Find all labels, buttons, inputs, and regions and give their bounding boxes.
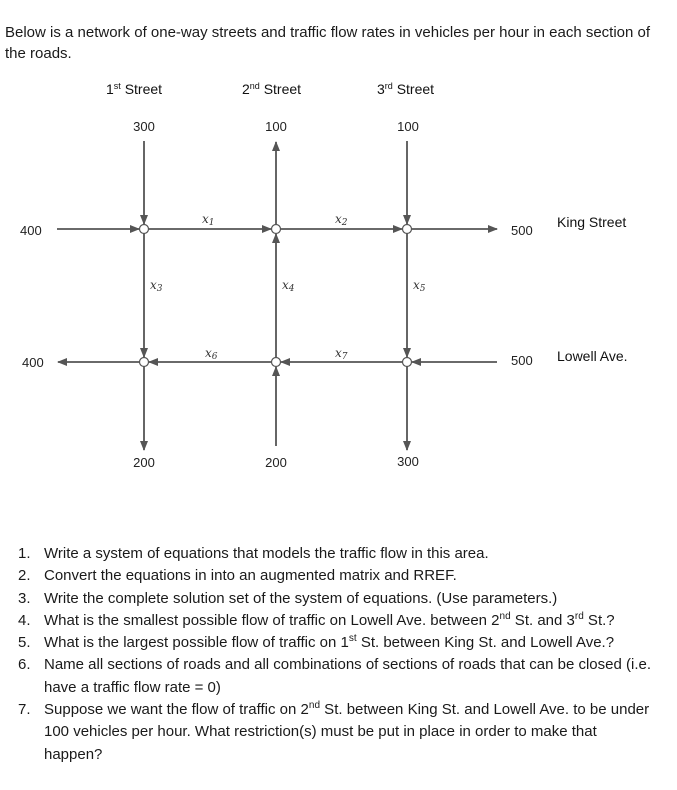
flow-1st-top: 300 xyxy=(133,119,155,134)
question-text: St.? xyxy=(583,611,615,629)
question-number: 3. xyxy=(18,589,31,607)
flow-lowell-right: 500 xyxy=(511,353,533,368)
question-text: What is the largest possible flow of traffic on 1 xyxy=(44,634,349,652)
question-item xyxy=(18,699,658,766)
question-number: 1. xyxy=(18,545,31,562)
flow-lowell-left: 400 xyxy=(22,355,44,370)
question-text: St. between King St. and Lowell Ave.? xyxy=(356,634,615,652)
node-2nd-lowell xyxy=(272,358,281,367)
question-item xyxy=(18,610,658,632)
question-text: St. between King St. and Lowell Ave. to be under 100 vehicles per hour. What restriction(s) must be put in place in order to make that happen? xyxy=(44,701,650,763)
node-1st-king xyxy=(140,225,149,234)
question-list xyxy=(18,543,658,766)
var-x2: x2 xyxy=(335,212,348,228)
flow-3rd-top: 100 xyxy=(397,119,419,134)
street-label-1st: 1st Street xyxy=(106,81,163,97)
question-text: Name all sections of roads and all combinations of sections of roads that can be closed (i.e. have a traffic flow rate = 0) xyxy=(44,656,651,696)
var-x3: x3 xyxy=(150,278,163,294)
question-item xyxy=(18,632,658,654)
ordinal-suffix: rd xyxy=(574,610,584,622)
question-item xyxy=(18,543,658,565)
ordinal-suffix: nd xyxy=(308,700,321,712)
question-item xyxy=(18,588,658,610)
flow-2nd-top: 100 xyxy=(265,119,287,134)
var-x7: x7 xyxy=(335,346,348,362)
flow-3rd-bottom: 300 xyxy=(397,454,419,469)
question-text: Write a system of equations that models the traffic flow in this area. xyxy=(44,545,489,562)
node-3rd-king xyxy=(403,225,412,234)
question-text: Write the complete solution set of the system of equations. (Use parameters.) xyxy=(44,589,558,607)
question-text: St. and 3 xyxy=(510,611,575,629)
flow-king-left: 400 xyxy=(20,223,42,238)
question-text: What is the smallest possible flow of traffic on Lowell Ave. between 2 xyxy=(44,611,500,629)
question-number: 4. xyxy=(18,611,31,629)
node-3rd-lowell xyxy=(403,358,412,367)
ordinal-suffix: nd xyxy=(499,610,511,622)
node-1st-lowell xyxy=(140,358,149,367)
question-number: 6. xyxy=(18,656,31,674)
question-number: 2. xyxy=(18,567,31,585)
street-label-lowell: Lowell Ave. xyxy=(557,348,628,364)
node-2nd-king xyxy=(272,225,281,234)
question-item xyxy=(18,565,658,587)
question-item xyxy=(18,654,658,699)
street-label-king: King Street xyxy=(557,214,627,230)
flow-1st-bottom: 200 xyxy=(133,455,155,470)
var-x5: x5 xyxy=(413,278,426,294)
question-number: 5. xyxy=(18,634,31,652)
street-label-2nd: 2nd Street xyxy=(242,81,302,97)
question-text: Suppose we want the flow of traffic on 2 xyxy=(44,701,309,719)
var-x6: x6 xyxy=(205,346,218,362)
road-segments xyxy=(57,141,497,450)
flow-2nd-bottom: 200 xyxy=(265,455,287,470)
street-label-3rd: 3rd Street xyxy=(377,81,435,97)
var-x1: x1 xyxy=(202,212,215,228)
var-x4: x4 xyxy=(282,278,295,294)
ordinal-suffix: st xyxy=(348,633,357,645)
intro-text: Below is a network of one-way streets and traffic flow rates in vehicles per hour in each section of the roads. xyxy=(5,24,651,62)
question-number: 7. xyxy=(18,701,31,719)
question-text: Convert the equations in into an augmented matrix and RREF. xyxy=(44,567,457,585)
flow-king-right: 500 xyxy=(511,223,533,238)
